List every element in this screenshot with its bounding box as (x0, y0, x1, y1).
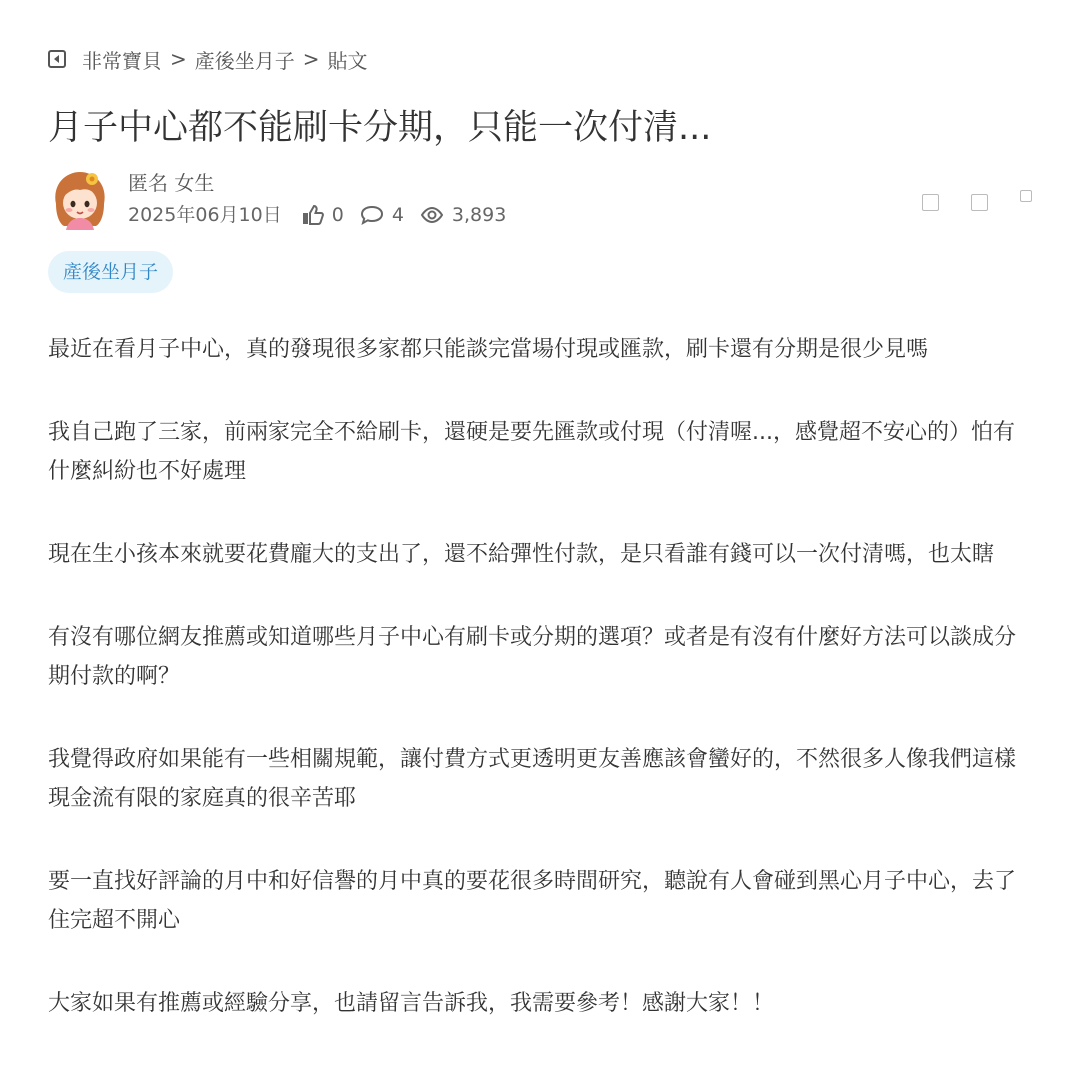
post-paragraph: 要一直找好評論的月中和好信譽的月中真的要花很多時間研究，聽說有人會碰到黑心月子中心，去了住完超不開心 (48, 869, 1017, 933)
back-icon[interactable] (48, 50, 66, 68)
breadcrumb-item-postpartum[interactable]: 產後坐月子 (194, 48, 295, 73)
post-actions (890, 194, 1032, 211)
comment-count-value: 4 (391, 204, 404, 226)
post-date: 2025年06月10日 (128, 204, 282, 226)
eye-icon (420, 205, 444, 225)
post-paragraph: 我自己跑了三家，前兩家完全不給刷卡，還硬是要先匯款或付現（付清喔...，感覺超不安心的）怕有什麼糾紛也不好處理 (48, 420, 1015, 484)
post-paragraph: 我覺得政府如果能有一些相關規範，讓付費方式更透明更友善應該會蠻好的，不然很多人像我們這樣現金流有限的家庭真的很辛苦耶 (48, 747, 1017, 811)
comment-count[interactable] (360, 202, 404, 228)
like-count-value: 0 (331, 204, 344, 226)
post-paragraph: 最近在看月子中心，真的發現很多家都只能談完當場付現或匯款，刷卡還有分期是很少見嗎 (48, 337, 929, 362)
view-count-value: 3,893 (451, 204, 507, 226)
share-icon[interactable] (971, 194, 988, 211)
author-name: 匿名 女生 (128, 171, 215, 195)
breadcrumb-separator: > (170, 47, 187, 71)
post-content (48, 330, 1018, 1067)
post-paragraph: 大家如果有推薦或經驗分享，也請留言告訴我，我需要參考！感謝大家！！ (48, 991, 775, 1016)
post-meta (128, 202, 522, 228)
post-paragraph: 現在生小孩本來就要花費龐大的支出了，還不給彈性付款，是只看誰有錢可以一次付清嗎，也太瞎 (48, 542, 995, 567)
bookmark-icon[interactable] (922, 194, 939, 211)
breadcrumb (48, 45, 368, 73)
post-paragraph: 有沒有哪位網友推薦或知道哪些月子中心有刷卡或分期的選項？或者是有沒有什麼好方法可以談成分期付款的啊？ (48, 625, 1017, 689)
breadcrumb-separator: > (302, 47, 320, 71)
topic-tag[interactable]: 產後坐月子 (48, 251, 173, 293)
post-title: 月子中心都不能刷卡分期，只能一次付清... (48, 108, 712, 148)
view-count (420, 202, 506, 228)
thumbs-up-icon (302, 205, 324, 225)
avatar[interactable] (48, 166, 112, 230)
like-count[interactable] (302, 202, 344, 228)
more-options-icon[interactable] (1020, 190, 1032, 202)
comment-icon (360, 205, 384, 225)
author-row (48, 166, 1032, 232)
breadcrumb-item-baby[interactable]: 非常寶貝 (82, 48, 162, 73)
breadcrumb-item-post: 貼文 (327, 48, 368, 73)
